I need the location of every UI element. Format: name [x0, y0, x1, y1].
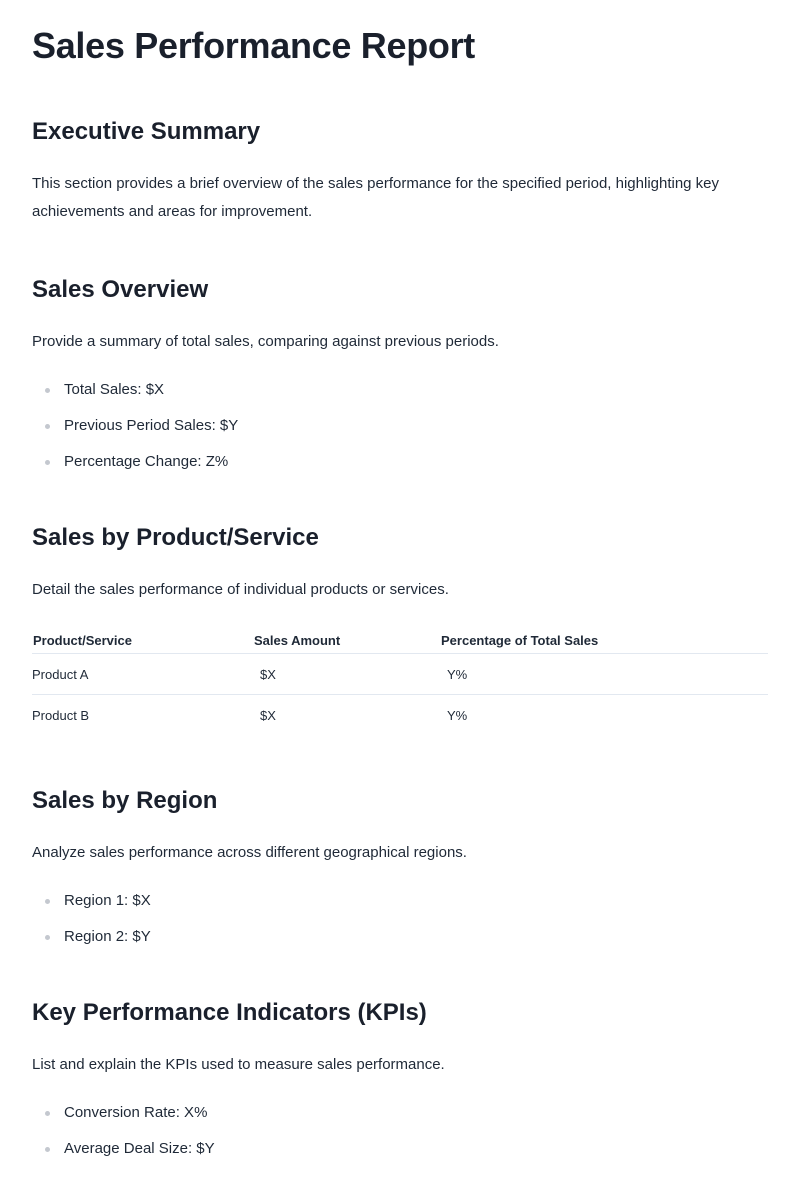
table-header-row	[32, 628, 768, 654]
executive-summary-section	[32, 116, 768, 226]
list-item: Average Deal Size: $Y	[32, 1137, 768, 1161]
table-header-product: Product/Service	[32, 628, 253, 654]
kpis-text: List and explain the KPIs used to measure sales performance.	[32, 1056, 445, 1073]
sales-by-region-section	[32, 785, 768, 949]
sales-by-product-section	[32, 522, 768, 735]
kpis-section	[32, 997, 768, 1161]
sales-overview-heading: Sales Overview	[32, 276, 209, 303]
list-item: Previous Period Sales: $Y	[32, 414, 768, 438]
report-document	[32, 0, 768, 1161]
page-title: Sales Performance Report	[32, 25, 475, 66]
table-cell-sales-amount: $X	[260, 707, 276, 723]
kpis-heading: Key Performance Indicators (KPIs)	[32, 999, 427, 1026]
sales-by-region-list	[32, 889, 768, 949]
table-cell-percentage: Y%	[440, 654, 768, 695]
executive-summary-heading: Executive Summary	[32, 118, 261, 145]
list-item: Region 1: $X	[32, 889, 768, 913]
table-cell-product: Product A	[32, 654, 253, 695]
table-cell-sales-amount: $X	[253, 654, 440, 695]
list-item: Percentage Change: Z%	[32, 450, 768, 474]
table-header-sales-amount: Sales Amount	[253, 628, 440, 654]
list-item: Region 2: $Y	[32, 925, 768, 949]
table-header-percentage: Percentage of Total Sales	[440, 628, 768, 654]
sales-by-product-heading: Sales by Product/Service	[32, 524, 319, 551]
kpis-list	[32, 1101, 768, 1161]
table-row	[32, 654, 768, 695]
sales-by-product-table	[32, 628, 768, 735]
sales-by-region-heading: Sales by Region	[32, 787, 218, 814]
table-cell-percentage: Y%	[447, 707, 468, 723]
sales-by-product-text: Detail the sales performance of individual products or services.	[32, 581, 449, 598]
sales-overview-section	[32, 274, 768, 474]
sales-overview-list	[32, 378, 768, 474]
sales-by-region-text: Analyze sales performance across different geographical regions.	[32, 844, 467, 861]
executive-summary-text: This section provides a brief overview of the sales performance for the specified period, highlighting key achievements and areas for improvement.	[32, 175, 720, 220]
table-cell-product: Product B	[32, 707, 90, 723]
table-row	[32, 695, 768, 736]
list-item: Conversion Rate: X%	[32, 1101, 768, 1125]
list-item: Total Sales: $X	[32, 378, 768, 402]
sales-overview-text: Provide a summary of total sales, comparing against previous periods.	[32, 333, 499, 350]
